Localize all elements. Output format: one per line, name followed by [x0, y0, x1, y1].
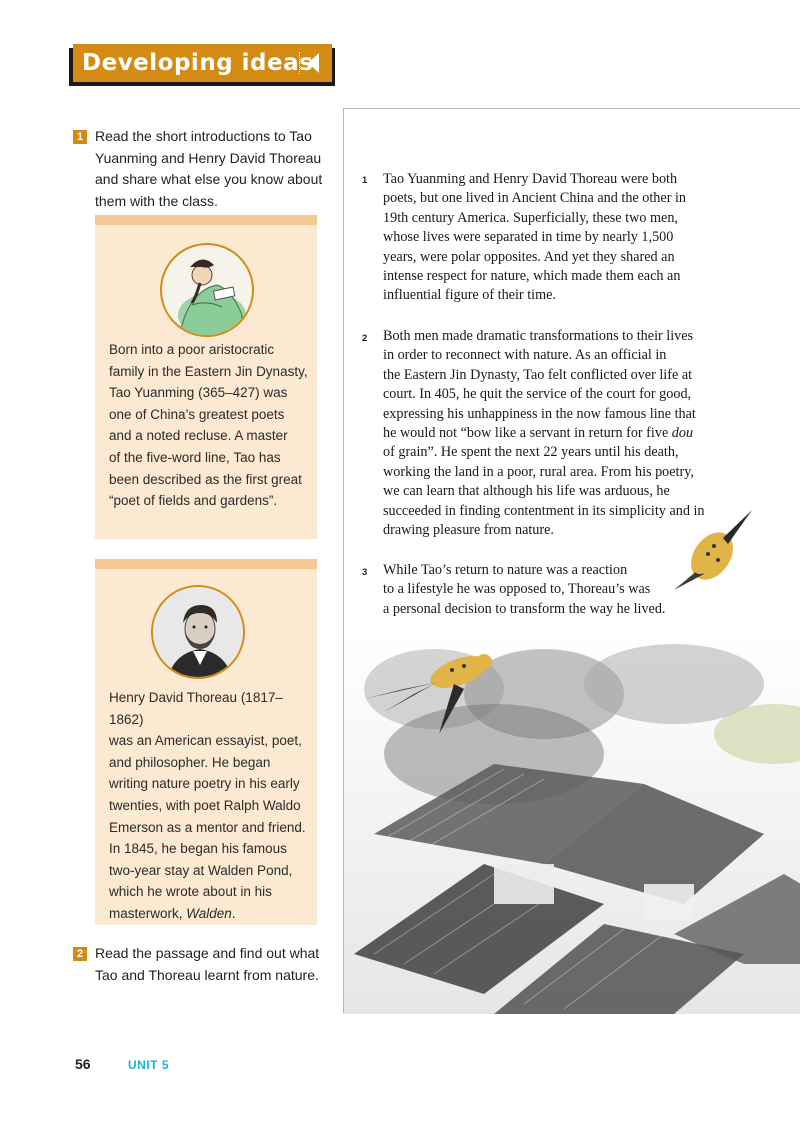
paragraph-number: 1 [362, 175, 368, 186]
unit-label: UNIT 5 [128, 1058, 170, 1072]
bio-line: was an American essayist, poet, [109, 733, 302, 749]
left-arrow-icon [308, 53, 319, 73]
passage-line: Tao Yuanming and Henry David Thoreau were both [383, 171, 678, 187]
italic-term: dou [671, 425, 694, 442]
thoreau-portrait [151, 585, 245, 679]
bio-line: been described as the first great [109, 471, 302, 487]
paragraph-1 [383, 170, 728, 306]
task-instruction: Read the passage and find out what Tao and Thoreau learnt from nature. [95, 945, 320, 983]
paragraph-3 [383, 561, 728, 619]
card-header-strip [95, 559, 317, 569]
bio-line: family in the Eastern Jin Dynasty, [109, 363, 308, 379]
bio-line: In 1845, he began his famous [109, 841, 287, 857]
bio-text: masterwork, [109, 905, 187, 921]
bio-line [109, 903, 309, 925]
passage-line: Both men made dramatic transformations to their lives [383, 328, 694, 344]
bio-line: one of China’s greatest poets [109, 406, 285, 422]
bio-line: “poet of fields and gardens”. [109, 493, 278, 509]
tao-yuanming-portrait [160, 243, 254, 337]
banner-separator [299, 52, 300, 74]
bio-line: two-year stay at Walden Pond, [109, 862, 293, 878]
bio-line: writing nature poetry in his early [109, 776, 300, 792]
book-title: Walden [186, 905, 232, 921]
tao-yuanming-bio [109, 339, 309, 512]
passage-line [383, 424, 728, 443]
passage-line: poets, but one lived in Ancient China and the other in [383, 190, 687, 207]
thoreau-bio [109, 687, 309, 925]
passage-line: court. In 405, he quit the service of the court for good, [383, 386, 692, 403]
bio-line: twenties, with poet Ralph Waldo [109, 797, 301, 813]
passage-line: to a lifestyle he was opposed to, Thoreau’s was [383, 581, 651, 598]
bio-line: Born into a poor aristocratic [109, 342, 275, 357]
page-number: 56 [75, 1056, 91, 1072]
passage-line: whose lives were separated in time by nearly 1,500 [383, 229, 674, 246]
passage-line: the Eastern Jin Dynasty, Tao felt conflicted over life at [383, 366, 693, 383]
section-title: Developing ideas [82, 50, 314, 76]
passage-line: 19th century America. Superficially, these two men, [383, 209, 678, 226]
passage-line: succeeded in finding contentment in its simplicity and in [383, 502, 705, 519]
passage-line: influential figure of their time. [383, 287, 556, 304]
passage-line: drawing pleasure from nature. [383, 522, 554, 539]
passage-line: While Tao’s return to nature was a reaction [383, 562, 628, 578]
task-1 [73, 126, 323, 212]
card-header-strip [95, 215, 317, 225]
paragraph-number: 2 [362, 333, 368, 344]
bio-line: which he wrote about in his [109, 884, 272, 900]
bio-line: and philosopher. He began [109, 754, 271, 770]
bio-line: Emerson as a mentor and friend. [109, 819, 306, 835]
bio-line: of the five-word line, Tao has [109, 449, 281, 465]
section-banner [73, 44, 332, 82]
passage-line: expressing his unhappiness in the now famous line that [383, 405, 696, 422]
paragraph-2 [383, 327, 728, 540]
task-instruction: Read the short introductions to Tao Yuanming and Henry David Thoreau and share what else you know about them with the class. [95, 128, 323, 209]
passage-line: intense respect for nature, which made them each an [383, 268, 681, 285]
bio-line: Henry David Thoreau (1817–1862) [109, 690, 283, 727]
tao-yuanming-card [95, 215, 317, 539]
task-2 [73, 943, 323, 986]
bio-text: . [231, 905, 236, 921]
passage-line: of grain”. He spent the next 22 years until his death, [383, 444, 679, 461]
passage-line: working the land in a poor, rural area. From his poetry, [383, 463, 694, 480]
task-number-badge: 2 [73, 947, 87, 961]
task-number-badge: 1 [73, 130, 87, 144]
thoreau-card [95, 559, 317, 925]
passage-line: in order to reconnect with nature. As an official in [383, 347, 667, 364]
bio-line: and a noted recluse. A master [109, 428, 288, 444]
paragraph-number: 3 [362, 567, 368, 578]
bio-line: Tao Yuanming (365–427) was [109, 385, 288, 401]
ink-village-illustration [344, 634, 800, 1014]
passage-line: we can learn that although his life was arduous, he [383, 483, 670, 500]
passage-line: years, were polar opposites. And yet they shared an [383, 248, 675, 265]
passage-text: he would not “bow like a servant in return for five [383, 425, 672, 442]
passage-line: a personal decision to transform the way he lived. [383, 600, 666, 617]
